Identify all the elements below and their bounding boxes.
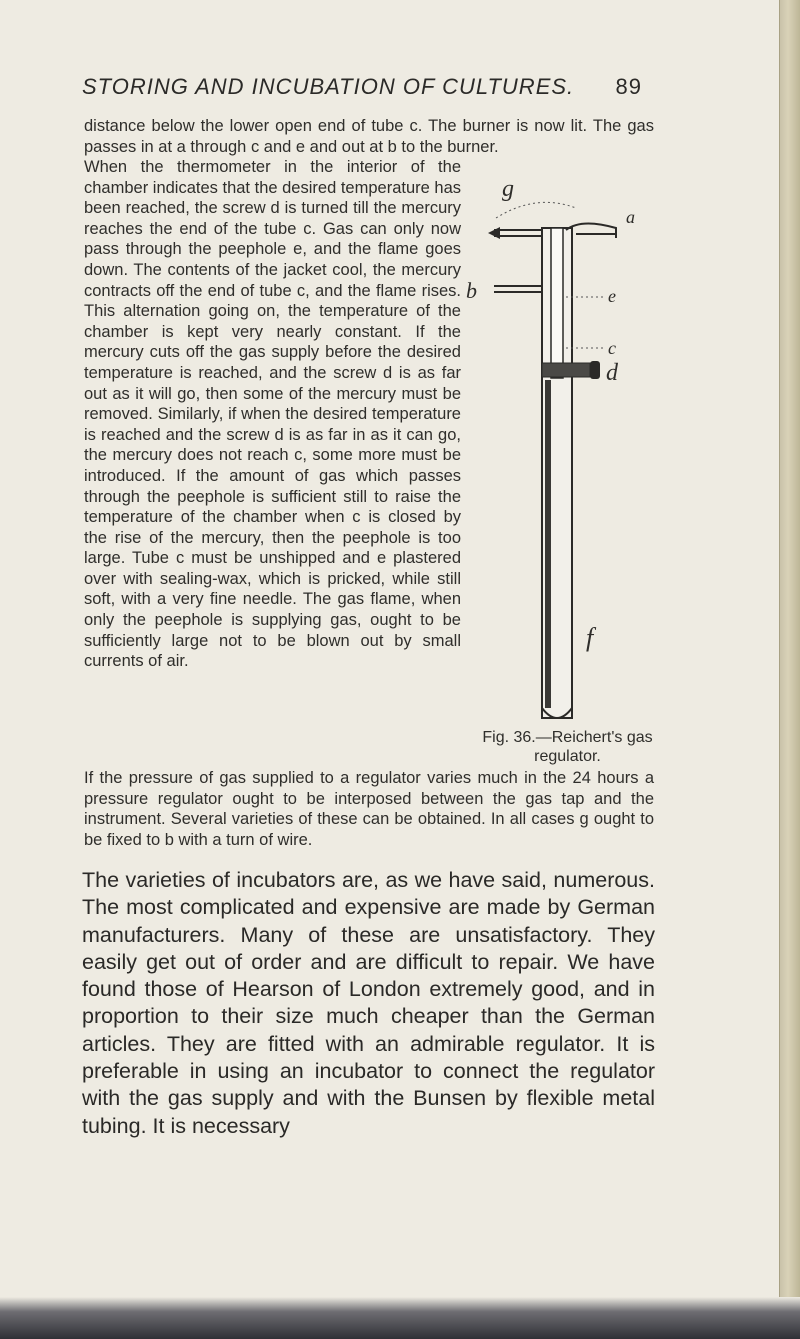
book-spine-edge: [779, 0, 800, 1339]
label-f: f: [586, 623, 594, 652]
wrapped-text-block: [84, 157, 461, 672]
figure-caption: Fig. 36.—Reichert's gas regulator.: [482, 729, 653, 765]
inlet-arrow: [488, 227, 500, 239]
label-d: d: [606, 360, 618, 386]
full-width-paragraph: If the pressure of gas supplied to a regulator varies much in the 24 hours a pressure regulator ought to be interposed between the gas tap and the instrument. Several varieties of these can be obtained. In all cases g ought to be fixed to b with a turn of wire.: [84, 769, 654, 849]
running-title: STORING AND INCUBATION OF CULTURES.: [82, 74, 575, 99]
top-cap: [566, 223, 616, 238]
label-c: c: [608, 338, 616, 358]
outlet-pipe-b: [494, 286, 542, 292]
body-text-large: [82, 867, 655, 1140]
label-b: b: [466, 278, 477, 303]
intro-text: [84, 116, 654, 157]
intro-line: distance below the lower open end of tube c. The burner is now lit. The gas passes in at a through c and e and out at b to the burner.: [84, 117, 654, 156]
inlet-pipe-a: [494, 230, 542, 236]
running-header: [82, 74, 642, 100]
page-bottom-edge: [0, 1297, 800, 1339]
screw-head: [590, 361, 600, 379]
reichert-gas-regulator-figure: [466, 168, 656, 728]
full-width-text: [84, 768, 654, 850]
screw-d: [542, 363, 590, 377]
inner-tube-c: [551, 228, 563, 378]
label-a: a: [626, 207, 635, 227]
page-number: 89: [615, 74, 642, 99]
mercury-shading: [545, 380, 551, 710]
large-paragraph: The varieties of incubators are, as we have said, numerous. The most complicated and expensive are made by German manufacturers. Many of these are unsatisfactory. They easily get out of order and are difficult to repair. We have found those of Hearson of London extremely good, and in proportion to their size much cheaper than the German articles. They are fitted with an admirable regulator. It is preferable in using an incubator to connect the regulator with the gas supply and with the Bunsen by flexible metal tubing. It is necessary: [82, 868, 655, 1138]
label-g: g: [502, 176, 514, 202]
wrapped-paragraph: When the thermometer in the interior of the chamber indicates that the desired temperature has been reached, the screw d is turned till the mercury reaches the end of the tube c. Gas can only now pass through the peephole e, and the flame goes down. The contents of the jacket cool, the mercury contracts off the end of tube c, and the flame rises. This alternation going on, the temperature of the chamber is kept very nearly constant. If the mercury cuts off the gas supply before the desired temperature is reached, and the screw d is as far out as it will go, then some of the mercury must be removed. Similarly, if when the desired temperature is reached and the screw d is as far in as it can go, the mercury does not reach c, some more must be introduced. If the amount of gas which passes through the peephole is sufficient still to raise the temperature of the chamber when c is closed by the rise of the mercury, then the peephole is too large. Tube c must be unshipped and e plastered over with sealing-wax, which is pricked, while still soft, with a very fine needle. The gas flame, when only the peephole is supplying gas, ought to be sufficiently large not to be blown out by small currents of air.: [84, 158, 461, 671]
label-e: e: [608, 286, 616, 306]
dotted-connector: [496, 202, 576, 218]
